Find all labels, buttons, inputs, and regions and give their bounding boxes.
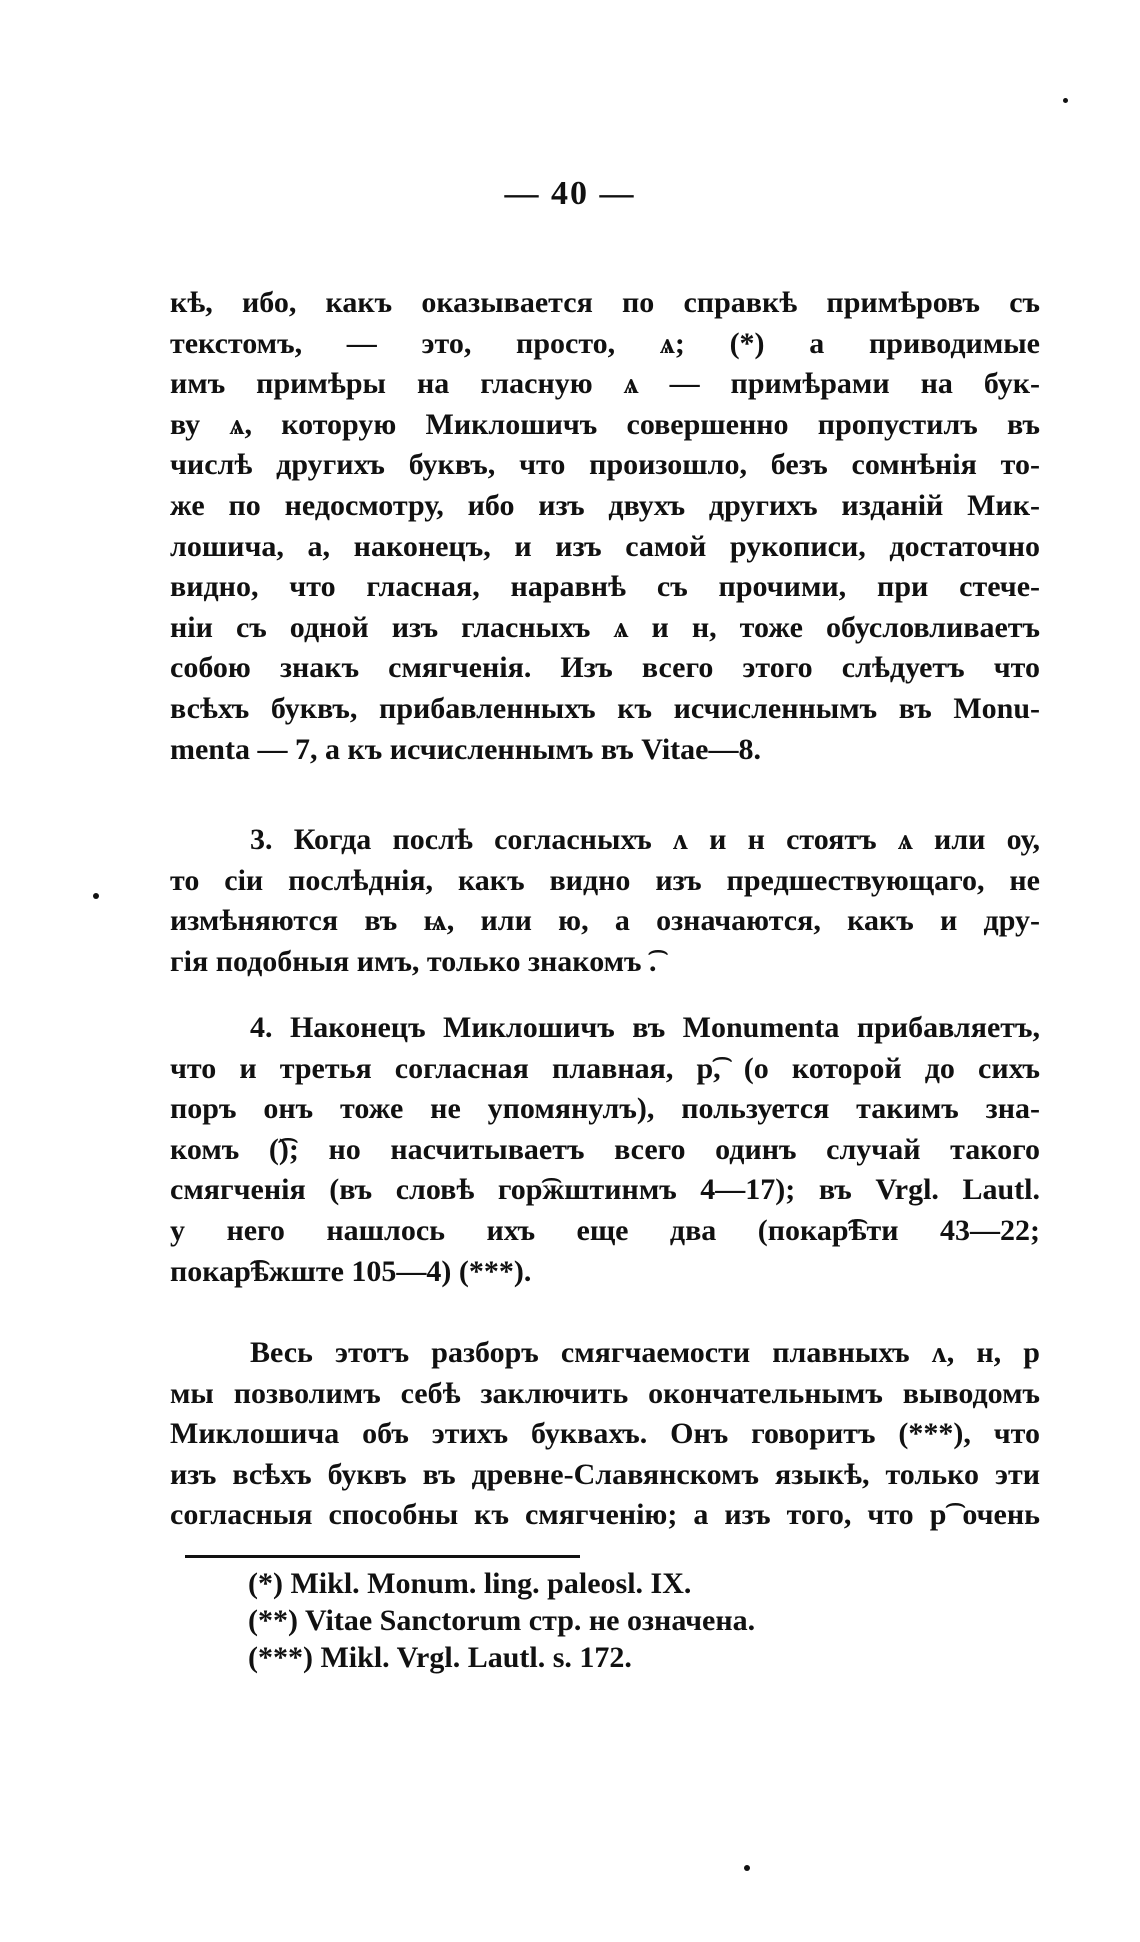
text-line: Миклошича объ этихъ буквахъ. Онъ говоритъ (***), что xyxy=(170,1417,1040,1451)
text-line: ву ѧ, которую Миклошичъ совершенно пропустилъ въ xyxy=(170,407,1040,441)
text-line: комъ (͡); но насчитываетъ всего одинъ случай такого xyxy=(170,1132,1040,1166)
text-line: 3. Когда послѣ согласныхъ ʌ и н стоятъ ѧ или оу, xyxy=(250,823,1040,856)
scan-speck xyxy=(1063,98,1068,103)
text-line: лошича, а, наконецъ, и изъ самой рукописи, достаточно xyxy=(170,529,1040,563)
scan-speck xyxy=(93,893,99,899)
footnote-3: (***) Mikl. Vrgl. Lautl. s. 172. xyxy=(248,1641,632,1674)
text-line: изъ всѣхъ буквъ въ древне-Славянскомъ языкѣ, только эти xyxy=(170,1457,1040,1491)
text-line: то сіи послѣднія, какъ видно изъ предшествующаго, не xyxy=(170,863,1040,897)
text-line: собою знакъ смягченія. Изъ всего этого слѣдуетъ что xyxy=(170,651,1040,685)
text-line: измѣняются въ ѩ, или ю, а означаются, какъ и дру- xyxy=(170,904,1040,938)
text-line: числѣ другихъ буквъ, что произошло, безъ сомнѣнія то- xyxy=(170,448,1040,482)
text-line: Весь этотъ разборъ смягчаемости плавныхъ ʌ, н, р xyxy=(250,1336,1040,1369)
footnote-1: (*) Mikl. Monum. ling. paleosl. IX. xyxy=(248,1567,692,1600)
text-line: menta — 7, а къ исчисленнымъ въ Vitae—8. xyxy=(170,732,761,766)
footnotes xyxy=(248,1565,948,1676)
text-line: что и третья согласная плавная, р͡, (о которой до сихъ xyxy=(170,1051,1040,1085)
text-line: у него нашлось ихъ еще два (покар͡ѣти 43—22; xyxy=(170,1213,1040,1247)
text-line: поръ онъ тоже не упомянулъ), пользуется такимъ зна- xyxy=(170,1092,1040,1126)
paragraph-3 xyxy=(170,1008,1040,1292)
text-line: кѣ, ибо, какъ оказывается по справкѣ примѣровъ съ xyxy=(170,286,1040,319)
text-line: всѣхъ буквъ, прибавленныхъ къ исчисленнымъ въ Monu- xyxy=(170,691,1040,725)
text-line: имъ примѣры на гласную ѧ — примѣрами на бук- xyxy=(170,367,1040,401)
paragraph-2 xyxy=(170,820,1040,982)
text-line: мы позволимъ себѣ заключить окончательнымъ выводомъ xyxy=(170,1376,1040,1410)
page-number-header: — 40 — xyxy=(504,175,636,212)
text-line: согласныя способны къ смягченію; а изъ того, что р͡ очень xyxy=(170,1498,1040,1532)
paragraph-4 xyxy=(170,1333,1040,1536)
footnote-divider xyxy=(185,1555,580,1558)
text-line: видно, что гласная, наравнѣ съ прочими, при стече- xyxy=(170,570,1040,604)
text-line: гія подобныя имъ, только знакомъ ͡. xyxy=(170,944,657,978)
text-line: текстомъ, — это, просто, ѧ; (*) а приводимые xyxy=(170,326,1040,360)
text-line: покар͡ѣжште 105—4) (***). xyxy=(170,1254,532,1288)
paragraph-1 xyxy=(170,283,1040,770)
text-line: ніи съ одной изъ гласныхъ ѧ и н, тоже обусловливаетъ xyxy=(170,610,1040,644)
text-line: 4. Наконецъ Миклошичъ въ Monumenta прибавляетъ, xyxy=(250,1011,1040,1044)
text-line: же по недосмотру, ибо изъ двухъ другихъ изданій Мик- xyxy=(170,488,1040,522)
scan-speck xyxy=(744,1865,750,1871)
text-line: смягченія (въ словѣ гор͡жштинмъ 4—17); въ Vrgl. Lautl. xyxy=(170,1173,1040,1207)
footnote-2: (**) Vitae Sanctorum стр. не означена. xyxy=(248,1604,756,1637)
